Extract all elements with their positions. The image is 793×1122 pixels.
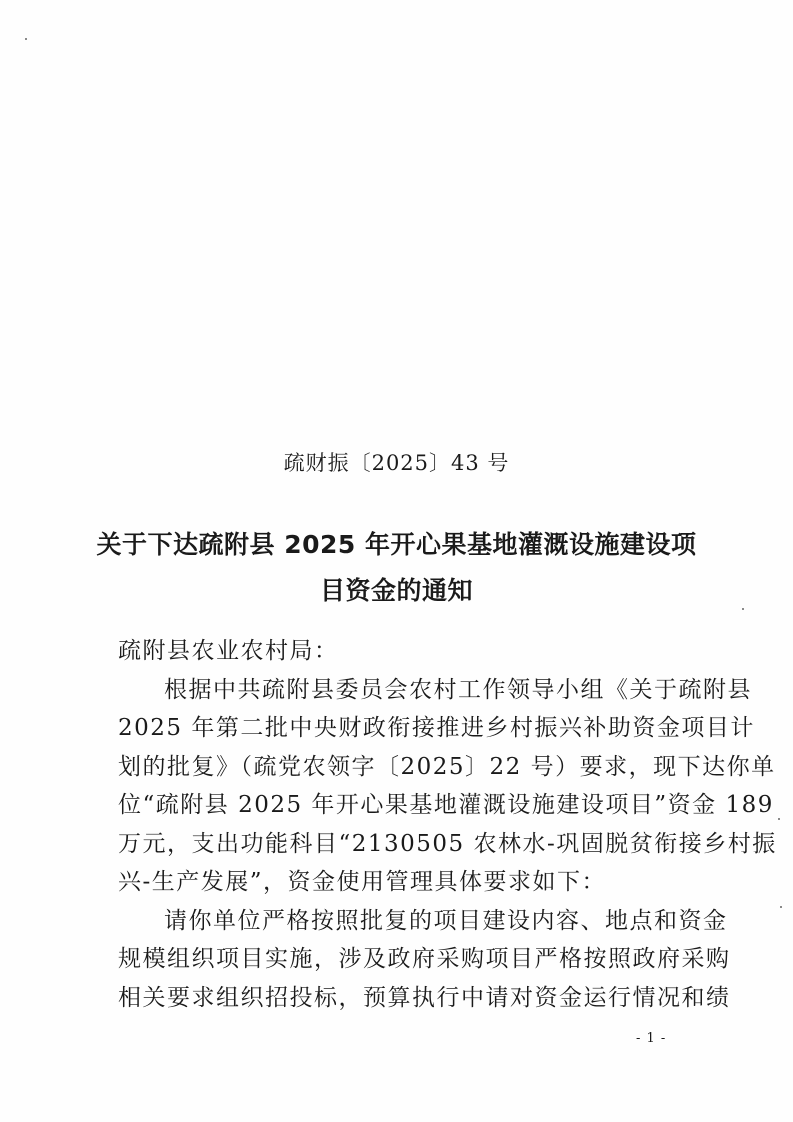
paragraph-line: 兴-生产发展”，资金使用管理具体要求如下： xyxy=(118,869,607,895)
document-title xyxy=(80,522,713,614)
page-number: - 1 - xyxy=(636,1031,667,1046)
paragraph-line: 划的批复》（疏党农领字〔2025〕22 号）要求，现下达你单 xyxy=(118,753,776,780)
title-line: 目资金的通知 xyxy=(319,576,473,605)
title-line: 关于下达疏附县 2025 年开心果基地灌溉设施建设项 xyxy=(96,530,697,559)
scan-speck xyxy=(742,608,744,610)
scan-speck xyxy=(25,38,27,40)
addressee: 疏附县农业农村局： xyxy=(118,638,339,664)
scan-speck xyxy=(778,818,780,820)
paragraph-line: 请你单位严格按照批复的项目建设内容、地点和资金 xyxy=(164,907,728,934)
document-body xyxy=(118,632,777,1017)
paragraph-line: 规模组织项目实施，涉及政府采购项目严格按照政府采购 xyxy=(118,946,731,972)
document-number: 疏财振〔2025〕43 号 xyxy=(283,451,510,475)
scan-speck xyxy=(780,906,782,908)
paragraph-line: 2025 年第二批中央财政衔接推进乡村振兴补助资金项目计 xyxy=(118,715,755,741)
paragraph-line: 根据中共疏附县委员会农村工作领导小组《关于疏附县 xyxy=(164,676,752,703)
paragraph-2 xyxy=(118,902,731,1018)
paragraph-line: 位“疏附县 2025 年开心果基地灌溉设施建设项目”资金 189 xyxy=(118,792,774,818)
paragraph-line: 万元，支出功能科目“2130505 农林水-巩固脱贫衔接乡村振 xyxy=(118,830,777,857)
paragraph-1 xyxy=(118,671,777,902)
paragraph-line: 相关要求组织招投标，预算执行中请对资金运行情况和绩 xyxy=(118,984,731,1011)
